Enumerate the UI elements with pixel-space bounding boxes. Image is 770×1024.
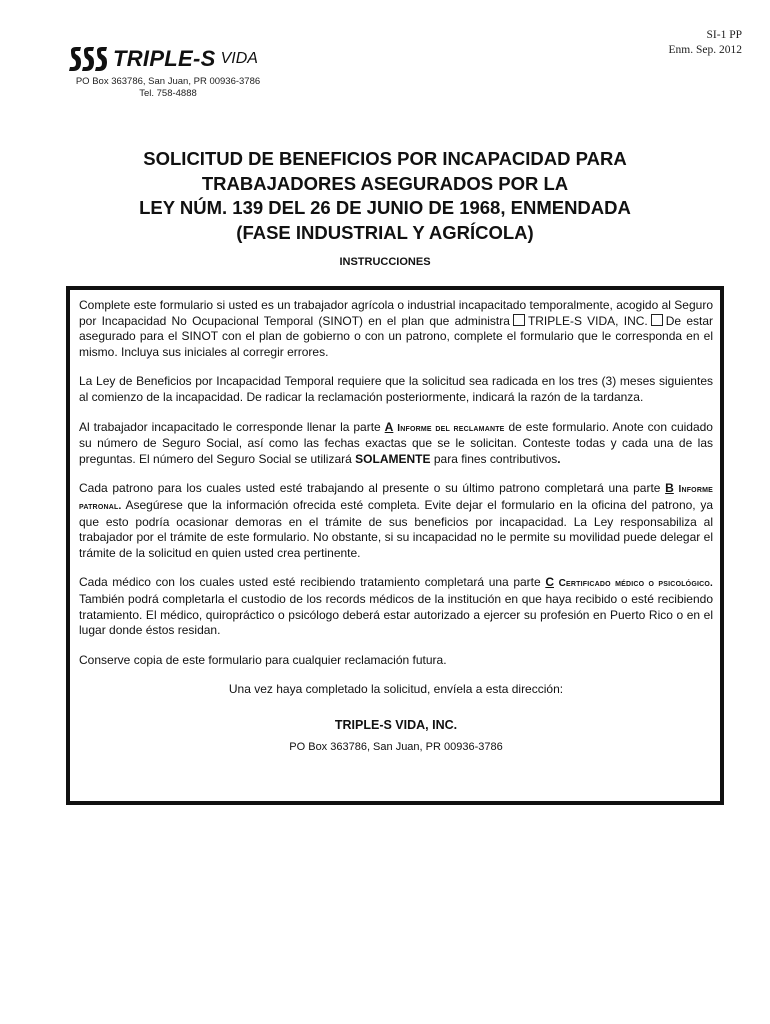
instructions-paragraph-2: La Ley de Beneficios por Incapacidad Temporal requiere que la solicitud sea radicada en los tres (3) meses siguientes al comienzo de la incapacidad. De radicar la reclamación posteriormente, indicará la razón de la tardanza. xyxy=(79,374,713,404)
logo-sub-text: VIDA xyxy=(220,50,258,67)
mailing-company-name: TRIPLE-S VIDA, INC. xyxy=(334,717,458,732)
title-line: (FASE INDUSTRIAL Y AGRÍCOLA) xyxy=(236,221,534,243)
instructions-paragraph-4 xyxy=(79,481,713,561)
part-a-name: Informe del reclamante xyxy=(397,422,505,434)
logo-brand-text: TRIPLE-S xyxy=(113,46,216,71)
header-phone: Tel. 758-4888 xyxy=(139,88,197,99)
p3-emphasis: SOLAMENTE xyxy=(355,451,431,466)
instructions-box xyxy=(66,286,724,805)
p1-text-b: TRIPLE-S VIDA, INC. xyxy=(527,313,648,328)
title-line: TRABAJADORES ASEGURADOS POR LA xyxy=(201,172,569,194)
instructions-paragraph-3 xyxy=(79,420,713,468)
mailing-address: PO Box 363786, San Juan, PR 00936-3786 xyxy=(289,741,503,754)
part-b-name: Informe patronal. xyxy=(79,484,713,512)
part-a-letter: A xyxy=(384,419,394,434)
p4-text-a: Cada patrono para los cuales usted esté trabajando al presente o su último patrono completará una parte xyxy=(79,481,661,496)
other-plan-checkbox[interactable] xyxy=(651,314,663,326)
document-title xyxy=(40,147,730,245)
p1-text-a: Complete este formulario si usted es un trabajador agrícola o industrial incapacitado temporalmente, acogido al Seguro por Incapacidad No Ocupacional Temporal (SINOT) en el plan que administra xyxy=(79,298,713,328)
form-revision: Enm. Sep. 2012 xyxy=(668,44,742,56)
part-c-name: Certificado médico o psicológico. xyxy=(558,578,713,590)
triple-s-vida-checkbox[interactable] xyxy=(513,314,525,326)
instructions-paragraph-1 xyxy=(79,298,713,360)
company-logo xyxy=(68,44,258,74)
form-code: SI-1 PP xyxy=(706,29,742,41)
p3-text-c: para fines contributivos xyxy=(433,451,558,466)
p3-text-a: Al trabajador incapacitado le corresponde llenar la parte xyxy=(79,419,381,434)
header-address: PO Box 363786, San Juan, PR 00936-3786 xyxy=(75,76,261,87)
p5-text-b: También podrá completarla el custodio de los records médicos de la institución en que haya recibido o esté recibiendo tratamiento. El médico, quiropráctico o psicólogo deberá estar autorizado a ejercer su profesión en Puerto Rico o en el lugar donde éstos residan. xyxy=(79,591,713,638)
p1-text-c: De estar asegurado para el SINOT con el plan de gobierno o con un patrono, complete el formulario que le corresponda en el mismo. Incluya sus iniciales al corregir errores. xyxy=(79,313,713,359)
instructions-paragraph-5 xyxy=(79,575,713,638)
send-instruction: Una vez haya completado la solicitud, envíela a esta dirección: xyxy=(228,682,564,697)
instructions-paragraph-6: Conserve copia de este formulario para cualquier reclamación futura. xyxy=(79,652,447,667)
title-line: SOLICITUD DE BENEFICIOS POR INCAPACIDAD PARA xyxy=(143,148,627,169)
form-code-block xyxy=(669,28,742,58)
part-c-letter: C xyxy=(545,575,554,590)
triple-s-logo-icon xyxy=(68,46,108,72)
company-address-header xyxy=(68,76,268,100)
p4-text-b: Asegúrese que la información ofrecida esté completa. Evite dejar el formulario en la oficina del patrono, ya que esto podría ocasionar demoras en el trámite de sus beneficios por incapacidad. La Ley responsabiliza al trabajador por el trámite de este formulario. No obstante, si su incapacidad no le permite su movilidad puede delegar el trámite de la solicitud en quien usted crea pertinente. xyxy=(79,497,713,560)
p3-text-b: de este formulario. Anote con cuidado su número de Seguro Social, así como las fechas exactas que se le solicitan. Conteste todas y cada una de las preguntas. El número del Seguro Social se utilizará xyxy=(79,419,713,466)
part-b-letter: B xyxy=(665,481,674,496)
p3-end: . xyxy=(557,451,561,466)
p5-text-a: Cada médico con los cuales usted esté recibiendo tratamiento completará una parte xyxy=(79,575,541,590)
title-line: LEY NÚM. 139 DEL 26 DE JUNIO DE 1968, ENMENDADA xyxy=(139,197,631,218)
instructions-heading: INSTRUCCIONES xyxy=(339,256,431,268)
